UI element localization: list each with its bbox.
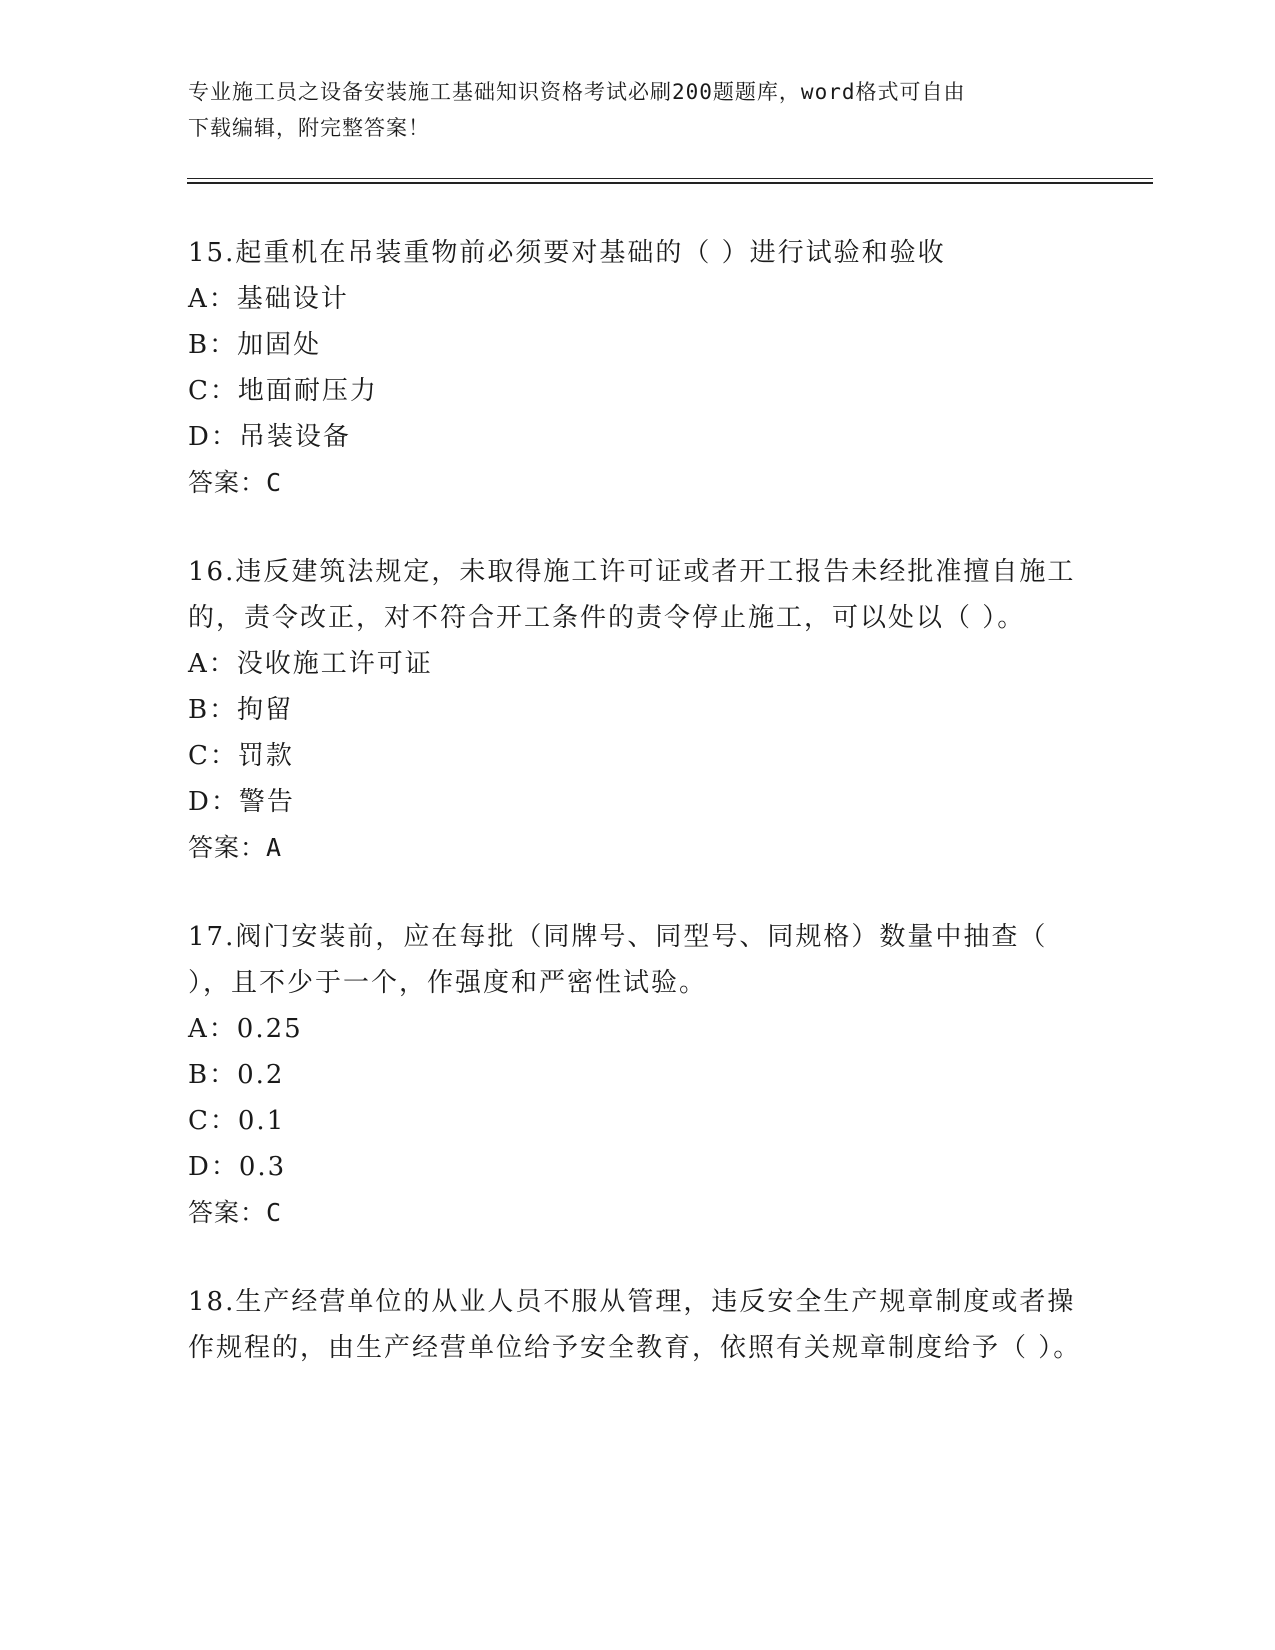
option-b: B：加固处 xyxy=(188,330,322,360)
option-d: D：0.3 xyxy=(188,1152,287,1182)
question-18 xyxy=(188,1279,1088,1371)
option-b: B：0.2 xyxy=(188,1060,285,1090)
question-17 xyxy=(188,914,1088,1236)
answer-line: 答案：C xyxy=(188,468,283,497)
option-b: B：拘留 xyxy=(188,695,294,725)
question-stem: 16.违反建筑法规定，未取得施工许可证或者开工报告未经批准擅自施工的，责令改正，对不符合开工条件的责令停止施工，可以处以（ ）。 xyxy=(188,557,1076,633)
option-a: A：0.25 xyxy=(188,1014,303,1044)
question-stem: 18.生产经营单位的从业人员不服从管理，违反安全生产规章制度或者操作规程的，由生产经营单位给予安全教育，依照有关规章制度给予（ ）。 xyxy=(188,1287,1082,1363)
question-16 xyxy=(188,549,1088,871)
answer-line: 答案：A xyxy=(188,833,283,862)
header-line-1: 专业施工员之设备安装施工基础知识资格考试必刷200题题库，word格式可自由 xyxy=(188,80,966,104)
document-header xyxy=(188,74,1068,146)
option-c: C：地面耐压力 xyxy=(188,376,378,406)
header-divider-top xyxy=(187,178,1153,179)
question-stem: 17.阀门安装前，应在每批（同牌号、同型号、同规格）数量中抽查（ ），且不少于一个，作强度和严密性试验。 xyxy=(188,922,1048,998)
option-a: A：基础设计 xyxy=(188,284,349,314)
option-c: C：0.1 xyxy=(188,1106,286,1136)
question-list xyxy=(188,230,1088,1414)
option-a: A：没收施工许可证 xyxy=(188,649,433,679)
option-d: D：警告 xyxy=(188,787,295,817)
option-d: D：吊装设备 xyxy=(188,422,351,452)
question-15 xyxy=(188,230,1088,506)
question-stem: 15.起重机在吊装重物前必须要对基础的（ ）进行试验和验收 xyxy=(188,238,946,268)
header-line-2: 下载编辑，附完整答案！ xyxy=(188,116,430,140)
answer-line: 答案：C xyxy=(188,1198,283,1227)
header-divider-bottom xyxy=(187,182,1153,184)
option-c: C：罚款 xyxy=(188,741,294,771)
